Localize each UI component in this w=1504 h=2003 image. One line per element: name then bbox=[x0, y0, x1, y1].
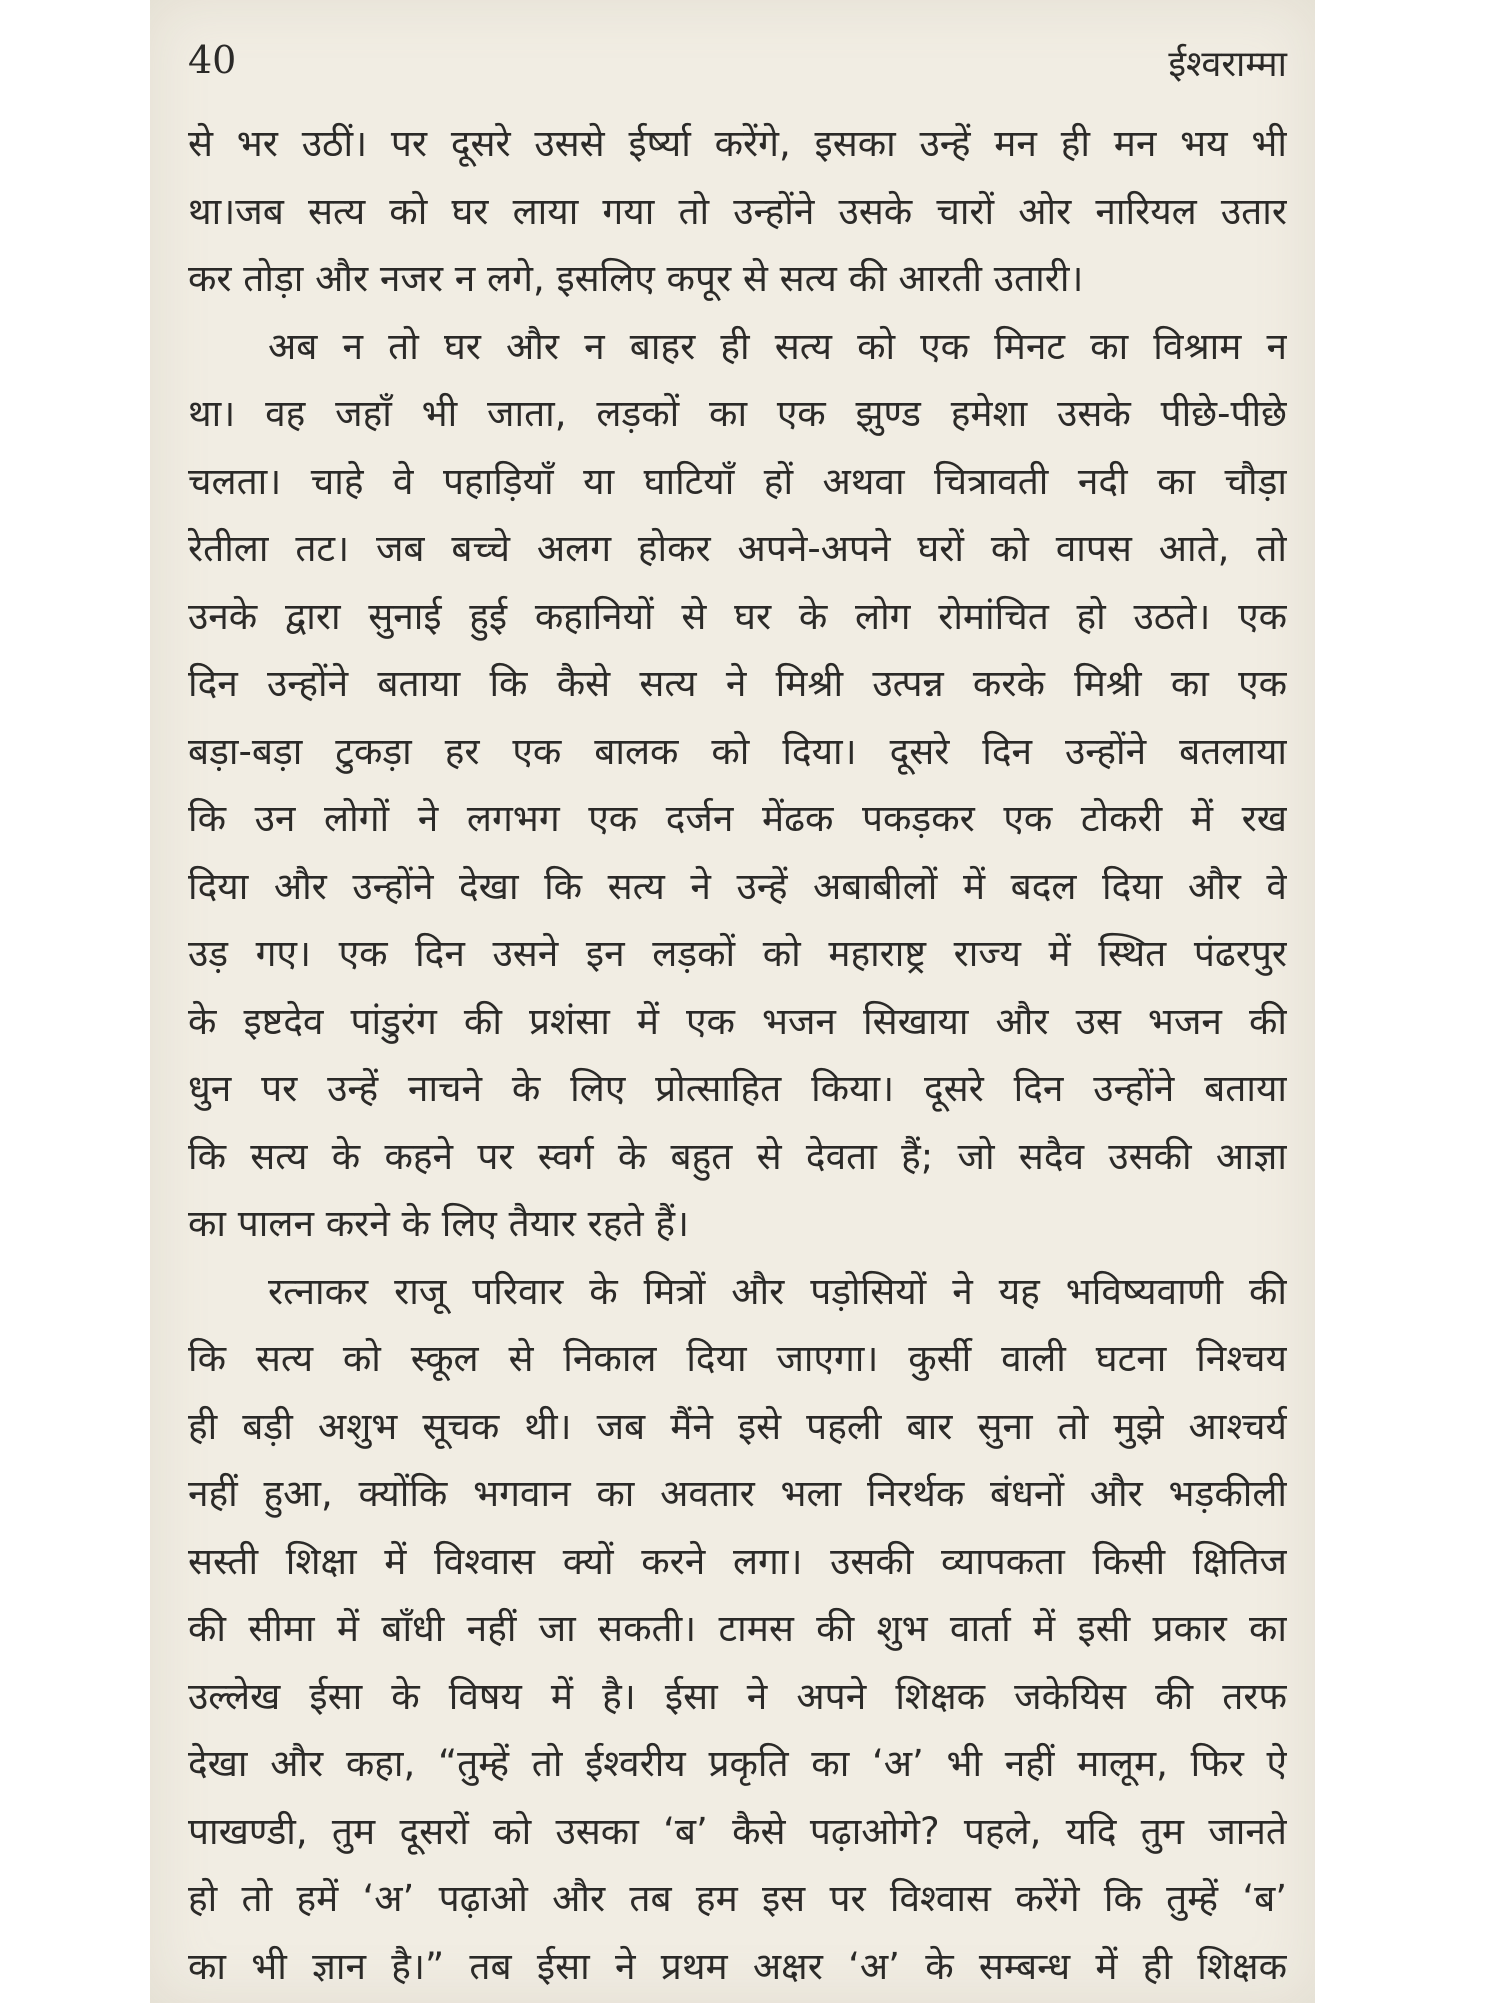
text-line: हो तो हमें ‘अ’ पढ़ाओ और तब हम इस पर विश्वास करेंगे कि तुम्हें ‘ब’ bbox=[188, 1877, 1287, 1920]
text-line: था। वह जहाँ भी जाता, लड़कों का एक झुण्ड हमेशा उसके पीछे-पीछे bbox=[188, 392, 1287, 435]
text-line: देखा और कहा, “तुम्हें तो ईश्वरीय प्रकृति का ‘अ’ भी नहीं मालूम, फिर ऐ bbox=[188, 1742, 1287, 1785]
text-line: नहीं हुआ, क्योंकि भगवान का अवतार भला निरर्थक बंधनों और भड़कीली bbox=[188, 1472, 1287, 1515]
text-line: दिया और उन्होंने देखा कि सत्य ने उन्हें अबाबीलों में बदल दिया और वे bbox=[188, 864, 1287, 908]
running-head: ईश्वराम्मा bbox=[1168, 44, 1287, 85]
text-line: उड़ गए। एक दिन उसने इन लड़कों को महाराष्ट्र राज्य में स्थित पंढरपुर bbox=[188, 932, 1287, 975]
text-line: की सीमा में बाँधी नहीं जा सकती। टामस की शुभ वार्ता में इसी प्रकार का bbox=[188, 1607, 1287, 1650]
text-line: कर तोड़ा और नजर न लगे, इसलिए कपूर से सत्य की आरती उतारी। bbox=[188, 257, 1084, 300]
text-line: ही बड़ी अशुभ सूचक थी। जब मैंने इसे पहली बार सुना तो मुझे आश्चर्य bbox=[188, 1404, 1287, 1448]
text-line: उल्लेख ईसा के विषय में है। ईसा ने अपने शिक्षक जकेयिस की तरफ bbox=[188, 1674, 1287, 1718]
text-line: कि उन लोगों ने लगभग एक दर्जन मेंढक पकड़कर एक टोकरी में रख bbox=[188, 797, 1287, 840]
text-line: सस्ती शिक्षा में विश्वास क्यों करने लगा। उसकी व्यापकता किसी क्षितिज bbox=[188, 1539, 1287, 1583]
page-number: 40 bbox=[188, 38, 237, 82]
text-line: उनके द्वारा सुनाई हुई कहानियों से घर के लोग रोमांचित हो उठते। एक bbox=[188, 594, 1287, 638]
text-line: चलता। चाहे वे पहाड़ियाँ या घाटियाँ हों अथवा चित्रावती नदी का चौड़ा bbox=[188, 459, 1287, 503]
text-line: के इष्टदेव पांडुरंग की प्रशंसा में एक भजन सिखाया और उस भजन की bbox=[188, 999, 1287, 1043]
text-line: का पालन करने के लिए तैयार रहते हैं। bbox=[188, 1202, 689, 1245]
text-line: का भी ज्ञान है।” तब ईसा ने प्रथम अक्षर ‘अ’ के सम्बन्ध में ही शिक्षक bbox=[188, 1944, 1287, 1988]
book-page bbox=[150, 0, 1315, 2003]
text-line: से भर उठीं। पर दूसरे उससे ईर्ष्या करेंगे, इसका उन्हें मन ही मन भय भी bbox=[188, 122, 1287, 165]
text-line: रत्नाकर राजू परिवार के मित्रों और पड़ोसियों ने यह भविष्यवाणी की bbox=[268, 1269, 1287, 1313]
text-line: धुन पर उन्हें नाचने के लिए प्रोत्साहित किया। दूसरे दिन उन्होंने बताया bbox=[188, 1067, 1287, 1110]
page-header bbox=[188, 38, 1287, 88]
body-text bbox=[188, 110, 1287, 2000]
text-line: कि सत्य के कहने पर स्वर्ग के बहुत से देवता हैं; जो सदैव उसकी आज्ञा bbox=[188, 1134, 1287, 1178]
text-line: बड़ा-बड़ा टुकड़ा हर एक बालक को दिया। दूसरे दिन उन्होंने बतलाया bbox=[188, 729, 1287, 773]
text-line: पाखण्डी, तुम दूसरों को उसका ‘ब’ कैसे पढ़ाओगे? पहले, यदि तुम जानते bbox=[188, 1809, 1287, 1853]
text-line: था।जब सत्य को घर लाया गया तो उन्होंने उसके चारों ओर नारियल उतार bbox=[188, 189, 1287, 233]
text-line: रेतीला तट। जब बच्चे अलग होकर अपने-अपने घरों को वापस आते, तो bbox=[188, 527, 1287, 570]
text-line: कि सत्य को स्कूल से निकाल दिया जाएगा। कुर्सी वाली घटना निश्चय bbox=[188, 1337, 1287, 1380]
text-line: अब न तो घर और न बाहर ही सत्य को एक मिनट का विश्राम न bbox=[268, 324, 1287, 368]
text-line: दिन उन्होंने बताया कि कैसे सत्य ने मिश्री उत्पन्न करके मिश्री का एक bbox=[188, 662, 1287, 705]
